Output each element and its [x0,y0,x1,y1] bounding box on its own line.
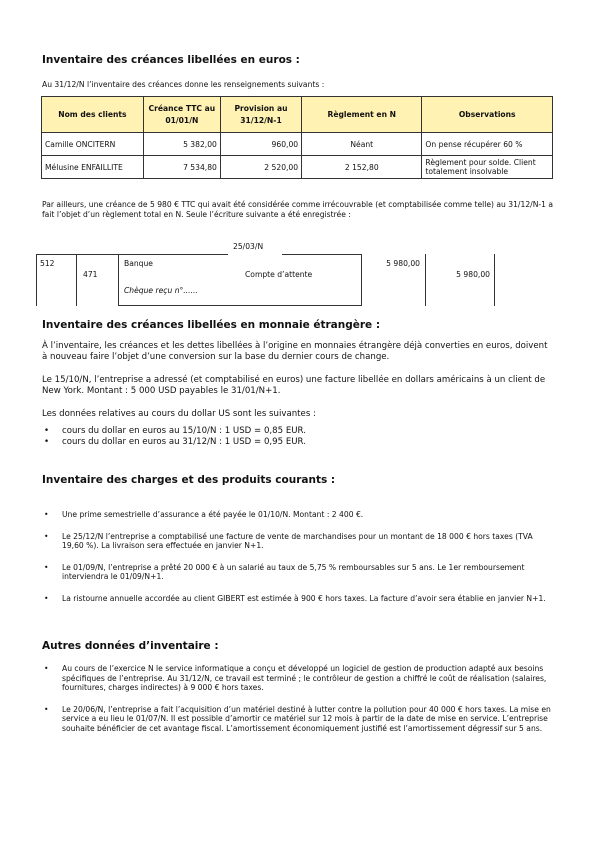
list-item: • Une prime semestrielle d’assurance a été payée le 01/10/N. Montant : 2 400 €. [42,510,554,520]
table-row [42,156,553,179]
section-title-autres-donnees: Autres données d’inventaire : [42,640,219,652]
paragraph: Le 15/10/N, l’entreprise a adressé (et comptabilisé en euros) une facture libellée en dollars américains à un client de New York. Montant : 5 000 USD payables le 31/01/N+1. [42,375,546,396]
irrecouvrable-paragraph: Par ailleurs, une créance de 5 980 € TTC qui avait été considérée comme irrécouvrable (et comptabilisée comme telle) au 31/12/N-1 a fait l’objet d’un règlement total en N. Seule l’écriture suivante a été enregistrée : [42,200,554,219]
table-cell: 7 534,80 [143,156,220,179]
section-title-monnaie-etrangere: Inventaire des créances libellées en monnaie étrangère : [42,319,381,331]
table-cell: 960,00 [220,133,301,156]
list-item: • Le 01/09/N, l’entreprise a prêté 20 000 € à un salarié au taux de 5,75 % remboursables sur 5 ans. Le 1er remboursement interviendra le 01/09/N+1. [42,563,554,582]
divider [118,254,119,306]
table-cell: Mélusine ENFAILLITE [42,156,144,179]
divider [425,254,426,306]
table-header-row [42,97,553,133]
credit-amount: 5 980,00 [456,270,490,279]
intro-text: Au 31/12/N l’inventaire des créances donne les renseignements suivants : [42,80,325,89]
paragraph: À l’inventaire, les créances et les dettes libellées à l’origine en monnaies étrangère déjà converties en euros, doivent à nouveau faire l’objet d’une conversion sur la base du dernier cours de change. [42,341,548,362]
list-item: • Le 25/12/N l’entreprise a comptabilisé une facture de vente de marchandises pour un montant de 18 000 € hors taxes (TVA 19,60 %). La livraison sera effectuée en janvier N+1. [42,532,554,551]
column-header: Créance TTC au 01/01/N [143,97,220,133]
label-credit: Compte d’attente [245,270,313,279]
divider [76,254,77,306]
autres-donnees-list [42,664,554,733]
table-cell: Camille ONCITERN [42,133,144,156]
creances-table [41,96,553,179]
divider [36,254,228,255]
table-cell: On pense récupérer 60 % [422,133,553,156]
table-cell: Règlement pour solde. Client totalement insolvable [422,156,553,179]
table-cell: 2 152,80 [302,156,422,179]
journal-note: Chèque reçu n°...... [124,286,198,295]
divider [494,254,495,306]
label-debit: Banque [124,259,153,268]
table-cell: 5 382,00 [143,133,220,156]
column-header: Règlement en N [302,97,422,133]
charges-list [42,510,554,603]
section-title-charges-produits: Inventaire des charges et des produits courants : [42,474,336,486]
section-title-creances-euros: Inventaire des créances libellées en euros : [42,54,300,66]
table-cell: Néant [302,133,422,156]
list-item: • cours du dollar en euros au 15/10/N : 1 USD = 0,85 EUR. [42,426,542,437]
debit-amount: 5 980,00 [386,259,420,268]
list-item: • Au cours de l’exercice N le service informatique a conçu et développé un logiciel de gestion de production adapté aux besoins spécifiques de l’entreprise. Au 31/12/N, ce travail est terminé ; le contrôleur de gestion a chiffré le coût de réalisation (salaires, fournitures, charges indirectes) à 9 000 € hors taxes. [42,664,554,693]
divider [36,254,37,306]
column-header: Observations [422,97,553,133]
table-cell: 2 520,00 [220,156,301,179]
list-item: • La ristourne annuelle accordée au client GIBERT est estimée à 900 € hors taxes. La facture d’avoir sera établie en janvier N+1. [42,594,554,604]
paragraph: Les données relatives au cours du dollar US sont les suivantes : [42,409,316,419]
table-row [42,133,553,156]
journal-date: 25/03/N [233,242,264,251]
column-header: Nom des clients [42,97,144,133]
divider [282,254,362,255]
credit-account: 471 [83,270,98,279]
column-header: Provision au 31/12/N-1 [220,97,301,133]
dollar-rates-list [42,426,542,447]
debit-account: 512 [40,259,55,268]
list-item: • Le 20/06/N, l’entreprise a fait l’acquisition d’un matériel destiné à lutter contre la pollution pour 40 000 € hors taxes. La mise en service a eu lieu le 01/07/N. Il est possible d’amortir ce matériel sur 12 mois à partir de la date de mise en service. L’entreprise souhaite bénéficier de cet avantage fiscal. L’amortissement économiquement justifié est l’amortissement dégressif sur 5 ans. [42,705,554,734]
list-item: • cours du dollar en euros au 31/12/N : 1 USD = 0,95 EUR. [42,437,542,448]
divider [118,305,362,306]
